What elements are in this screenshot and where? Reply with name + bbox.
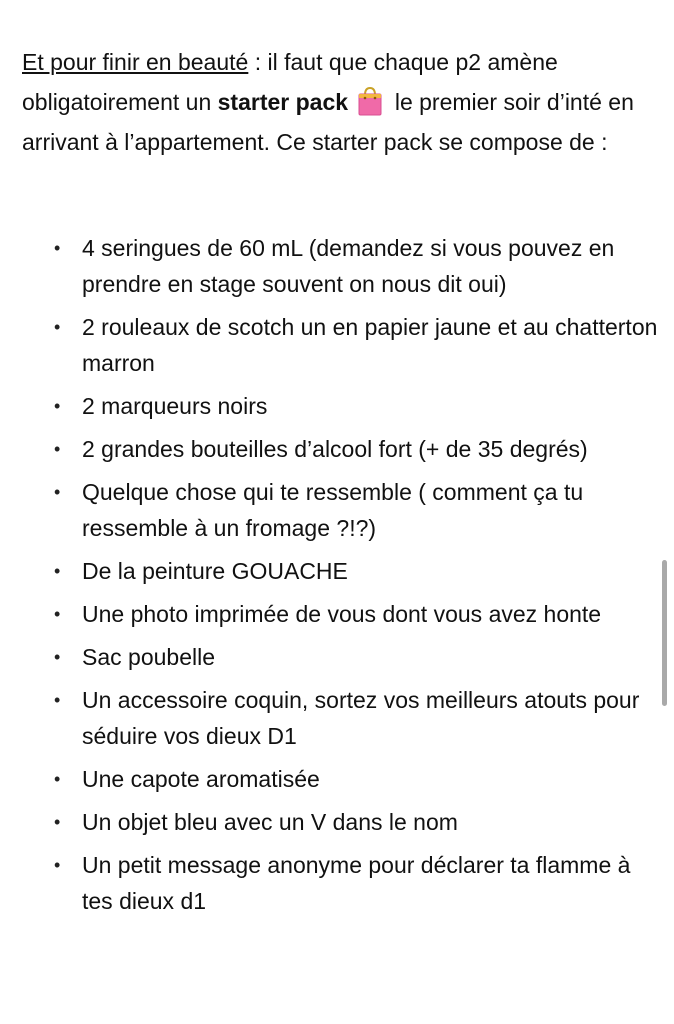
bullet: •: [54, 604, 61, 624]
intro-underlined-text: Et pour finir en beauté: [22, 49, 249, 75]
list-item-text: 4 seringues de 60 mL (demandez si vous pouvez en prendre en stage souvent on nous dit oui): [82, 235, 615, 297]
list-item-text: Quelque chose qui te ressemble ( comment ça tu ressemble à un fromage ?!?): [82, 479, 584, 541]
bullet: •: [54, 561, 61, 581]
list-item: [0, 431, 674, 467]
list-item-text: De la peinture GOUACHE: [82, 558, 348, 584]
intro-text-part1: : il faut que chaque p2 amène obligatoirement un: [22, 49, 558, 115]
list-item-text: Un objet bleu avec un V dans le nom: [82, 809, 458, 835]
intro-text-part2: le premier soir d’inté en arrivant à l’appartement. Ce starter pack se compose de :: [22, 89, 634, 155]
list-item-text: Une photo imprimée de vous dont vous avez honte: [82, 601, 602, 627]
starter-pack-list: [0, 230, 674, 926]
list-item-text: Un accessoire coquin, sortez vos meilleurs atouts pour séduire vos dieux D1: [82, 687, 640, 749]
list-item: [0, 553, 674, 589]
bullet: •: [54, 439, 61, 459]
list-item: [0, 596, 674, 632]
list-item: [0, 309, 674, 381]
list-item: [0, 639, 674, 675]
list-item: [0, 682, 674, 754]
list-item: [0, 474, 674, 546]
shopping-bag-icon: [356, 86, 384, 116]
bullet: •: [54, 769, 61, 789]
bullet: •: [54, 238, 61, 258]
bullet: •: [54, 482, 61, 502]
vertical-scrollbar[interactable]: [662, 560, 667, 706]
list-item: [0, 847, 674, 919]
list-item: [0, 230, 674, 302]
intro-paragraph: [22, 42, 642, 162]
list-item: [0, 388, 674, 424]
list-item: [0, 761, 674, 797]
list-item-text: 2 rouleaux de scotch un en papier jaune et au chatterton marron: [82, 314, 658, 376]
intro-bold-text: starter pack: [217, 89, 349, 115]
bullet: •: [54, 647, 61, 667]
bullet: •: [54, 855, 61, 875]
bullet: •: [54, 396, 61, 416]
list-item: [0, 804, 674, 840]
list-item-text: Sac poubelle: [82, 644, 215, 670]
bullet: •: [54, 690, 61, 710]
bullet: •: [54, 317, 61, 337]
list-item-text: 2 grandes bouteilles d’alcool fort (+ de 35 degrés): [82, 436, 588, 462]
list-item-text: 2 marqueurs noirs: [82, 393, 268, 419]
bullet: •: [54, 812, 61, 832]
list-item-text: Une capote aromatisée: [82, 766, 320, 792]
list-item-text: Un petit message anonyme pour déclarer ta flamme à tes dieux d1: [82, 852, 631, 914]
